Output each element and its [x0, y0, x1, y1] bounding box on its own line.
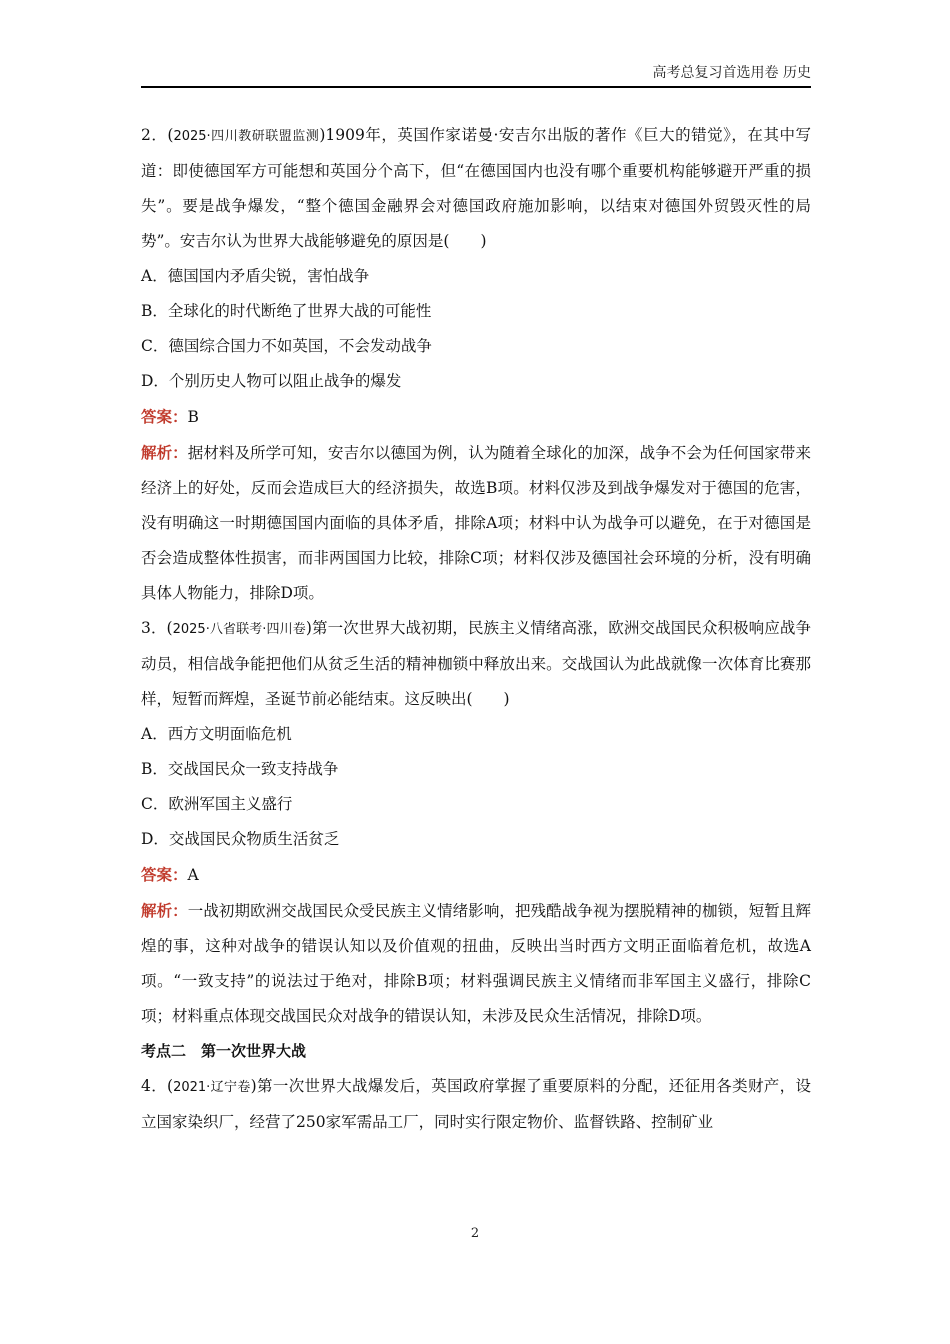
option-a: A．西方文明面临危机 [141, 725, 292, 743]
option-b: B．交战国民众一致支持战争 [141, 760, 339, 778]
answer-label: 答案： [141, 865, 188, 884]
question-source: 2025·四川教研联盟监测 [173, 129, 320, 144]
analysis-text: 据材料及所学可知，安吉尔以德国为例，认为随着全球化的加深，战争不会为任何国家带来经济上的好处，反而会造成巨大的经济损失，故选B项。材料仅涉及到战争爆发对于德国的危害，没有明确这一时期德国国内面临的具体矛盾，排除A项；材料中认为战争可以避免，在于对德国是否会造成整体性损害，而非两国国力比较，排除C项；材料仅涉及德国社会环境的分析，没有明确具体人物能力，排除D项。 [141, 444, 811, 602]
question-4-stem [141, 1069, 811, 1140]
analysis-paragraph [141, 893, 811, 1034]
question-text: )第一次世界大战爆发后，英国政府掌握了重要原料的分配，还征用各类财产，设立国家染织厂，经营了250家军需品工厂，同时实行限定物价、监督铁路、控制矿业 [141, 1077, 811, 1131]
analysis-text: 一战初期欧洲交战国民众受民族主义情绪影响，把残酷战争视为摆脱精神的枷锁，短暂且辉煌的事，这种对战争的错误认知以及价值观的扭曲，反映出当时西方文明正面临着危机，故选A项。“一致支持”的说法过于绝对，排除B项；材料强调民族主义情绪而非军国主义盛行，排除C项；材料重点体现交战国民众对战争的错误认知，未涉及民众生活情况，排除D项。 [141, 902, 811, 1025]
question-number: 2．( [141, 126, 174, 144]
analysis-label: 解析： [141, 901, 188, 920]
question-source: 2025·八省联考·四川卷 [172, 622, 306, 637]
answer-line [141, 399, 811, 435]
question-number: 4．( [141, 1077, 174, 1095]
section-heading: 考点二 第一次世界大战 [141, 1042, 307, 1060]
question-2-stem [141, 118, 811, 259]
analysis-label: 解析： [141, 443, 188, 462]
analysis-paragraph [141, 435, 811, 611]
question-text: )1909年，英国作家诺曼·安吉尔出版的著作《巨大的错觉》，在其中写道：即使德国军方可能想和英国分个高下，但“在德国国内也没有哪个重要机构能够避开严重的损失”。要是战争爆发，“整个德国金融界会对德国政府施加影响，以结束对德国外贸毁灭性的局势”。安吉尔认为世界大战能够避免的原因是( ) [141, 126, 811, 250]
answer-label: 答案： [141, 407, 188, 426]
option-a: A．德国国内矛盾尖锐，害怕战争 [141, 267, 370, 285]
question-source: 2021·辽宁卷 [173, 1080, 251, 1095]
question-3-stem [141, 611, 811, 717]
option-b: B．全球化的时代断绝了世界大战的可能性 [141, 302, 432, 320]
answer-value: B [187, 408, 199, 426]
header-rule [141, 86, 811, 88]
page-number: 2 [470, 1226, 480, 1241]
page-header: 高考总复习首选用卷 历史 [652, 65, 811, 81]
page-content [141, 118, 811, 1140]
option-d: D．交战国民众物质生活贫乏 [141, 830, 340, 848]
option-c: C．德国综合国力不如英国，不会发动战争 [141, 337, 432, 355]
question-text: )第一次世界大战初期，民族主义情绪高涨，欧洲交战国民众积极响应战争动员，相信战争能把他们从贫乏生活的精神枷锁中释放出来。交战国认为此战就像一次体育比赛那样，短暂而辉煌，圣诞节前必能结束。这反映出( ) [141, 619, 811, 708]
option-c: C．欧洲军国主义盛行 [141, 795, 293, 813]
option-d: D．个别历史人物可以阻止战争的爆发 [141, 372, 402, 390]
answer-value: A [187, 866, 199, 884]
answer-line [141, 857, 811, 893]
question-number: 3．( [141, 619, 173, 637]
